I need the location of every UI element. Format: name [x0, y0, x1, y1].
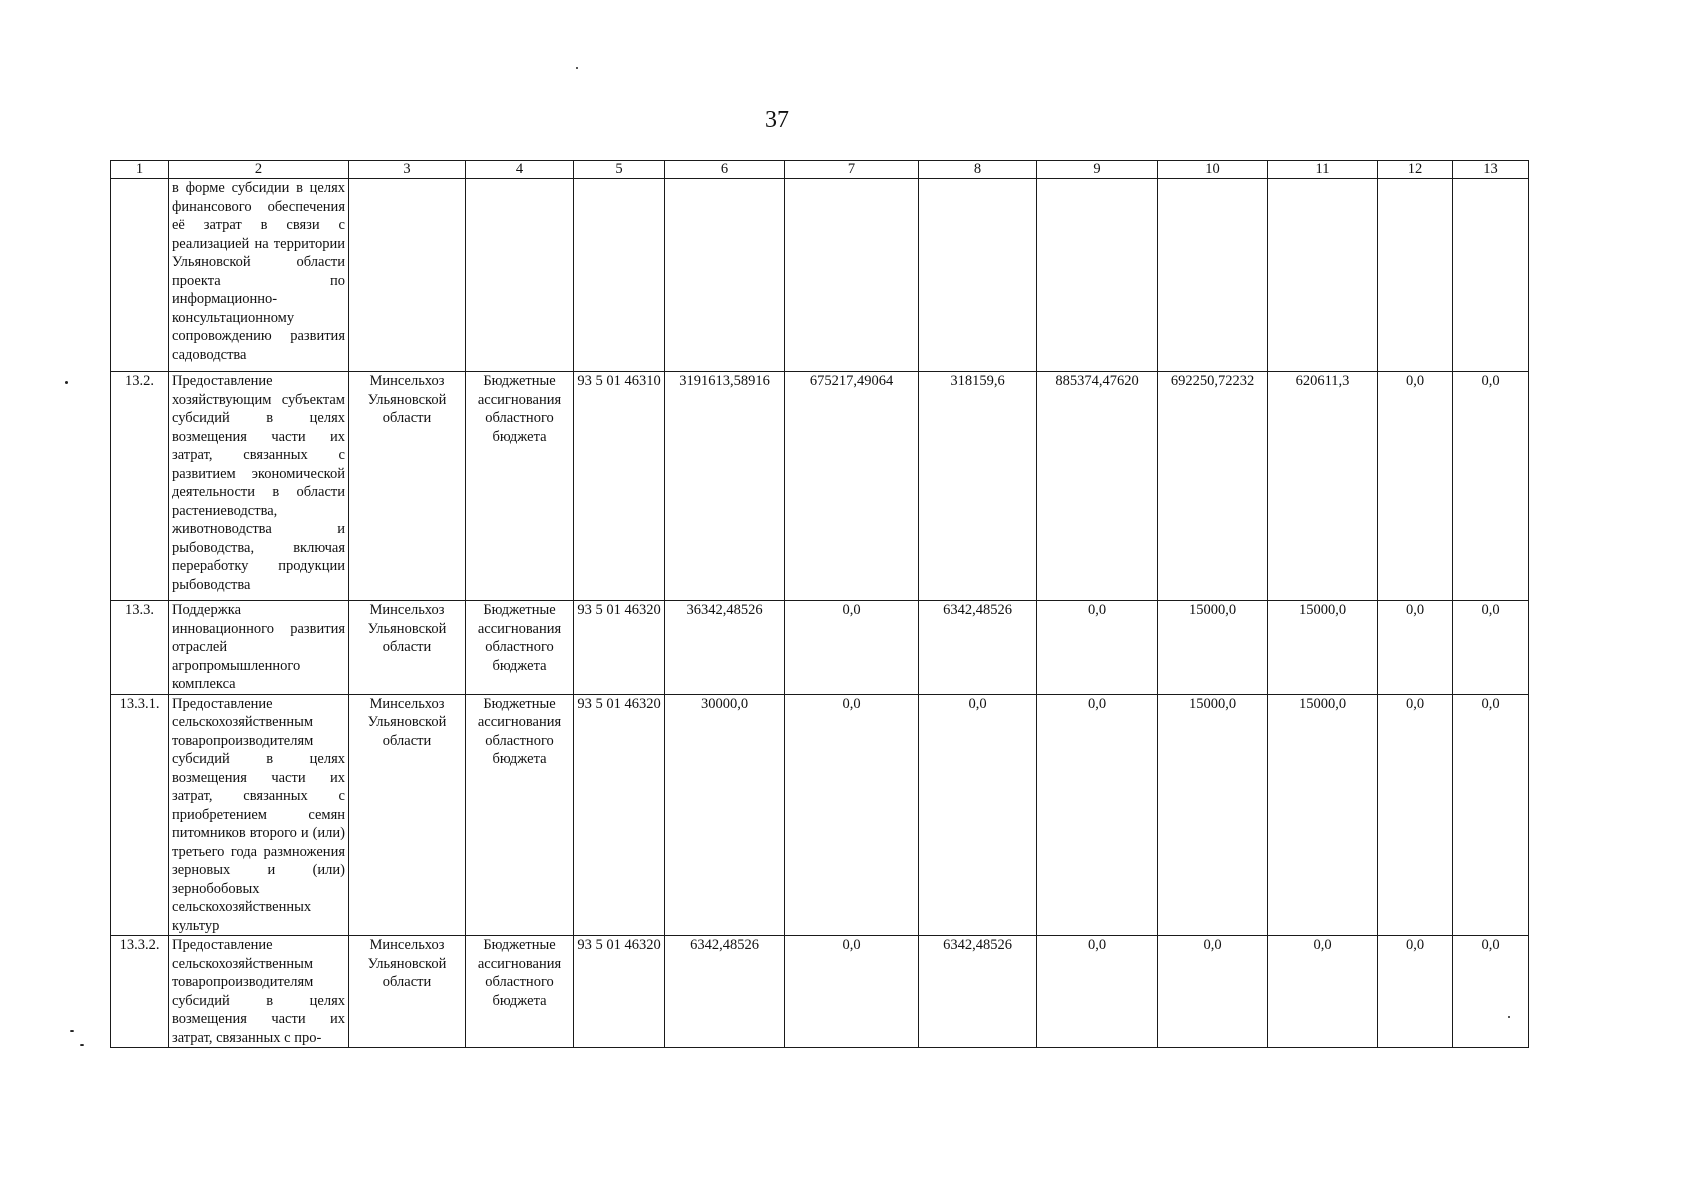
row-value: 0,0	[1453, 694, 1529, 936]
column-header: 7	[785, 161, 919, 179]
row-value: 620611,3	[1268, 372, 1378, 601]
scan-speck	[576, 67, 578, 69]
row-value: 30000,0	[665, 694, 785, 936]
column-number-row	[111, 161, 1529, 179]
row-value	[1037, 179, 1158, 372]
row-value: 6342,48526	[919, 936, 1037, 1048]
row-value: 36342,48526	[665, 601, 785, 695]
column-header: 2	[169, 161, 349, 179]
row-value: 0,0	[1378, 936, 1453, 1048]
row-value: 0,0	[1453, 372, 1529, 601]
row-value: 0,0	[1037, 601, 1158, 695]
row-value	[665, 179, 785, 372]
table-row	[111, 179, 1529, 372]
budget-table	[110, 160, 1529, 1048]
row-value: 0,0	[1378, 694, 1453, 936]
row-value: 0,0	[919, 694, 1037, 936]
column-header: 8	[919, 161, 1037, 179]
row-value: 692250,72232	[1158, 372, 1268, 601]
row-description: Поддержка инновационного развития отраслей агропромышленного комплекса	[169, 601, 349, 695]
column-header: 5	[574, 161, 665, 179]
row-value	[1378, 179, 1453, 372]
row-description: Предоставление сельскохозяйственным товаропроизводителям субсидий в целях возмещения части их затрат, связанных с про-	[169, 936, 349, 1048]
row-value: 0,0	[1453, 601, 1529, 695]
column-header: 3	[349, 161, 466, 179]
row-number	[111, 179, 169, 372]
row-value: 15000,0	[1268, 694, 1378, 936]
row-value: 15000,0	[1158, 694, 1268, 936]
column-header: 6	[665, 161, 785, 179]
row-value	[1453, 179, 1529, 372]
row-value: 0,0	[1378, 601, 1453, 695]
row-number: 13.3.1.	[111, 694, 169, 936]
row-value: 0,0	[1268, 936, 1378, 1048]
column-header: 12	[1378, 161, 1453, 179]
row-description: Предоставление хозяйствующим субъектам субсидий в целях возмещения части их затрат, связанных с развитием экономической деятельности в области растениеводства, животноводства и рыбоводства, включая переработку продукции рыбоводства	[169, 372, 349, 601]
row-value: 6342,48526	[665, 936, 785, 1048]
page-number: 37	[765, 107, 789, 133]
row-number: 13.3.2.	[111, 936, 169, 1048]
row-value: 0,0	[1037, 936, 1158, 1048]
row-value	[919, 179, 1037, 372]
column-header: 9	[1037, 161, 1158, 179]
column-header: 10	[1158, 161, 1268, 179]
row-organization: Минсельхоз Ульяновской области	[349, 694, 466, 936]
row-organization: Минсельхоз Ульяновской области	[349, 601, 466, 695]
row-description: в форме субсидии в целях финансового обеспечения её затрат в связи с реализацией на территории Ульяновской области проекта по информационно-консультационному сопровождению развития садоводства	[169, 179, 349, 372]
row-funding-source: Бюджетные ассигнования областного бюджета	[466, 936, 574, 1048]
row-value	[1158, 179, 1268, 372]
row-value	[785, 179, 919, 372]
row-budget-code: 93 5 01 46310	[574, 372, 665, 601]
table-row	[111, 936, 1529, 1048]
scan-speck	[70, 1030, 74, 1032]
row-value: 15000,0	[1158, 601, 1268, 695]
row-value: 0,0	[785, 936, 919, 1048]
row-budget-code: 93 5 01 46320	[574, 936, 665, 1048]
row-number: 13.2.	[111, 372, 169, 601]
column-header: 1	[111, 161, 169, 179]
table-row	[111, 601, 1529, 695]
row-value: 885374,47620	[1037, 372, 1158, 601]
column-header: 13	[1453, 161, 1529, 179]
scan-speck	[80, 1044, 84, 1046]
row-description: Предоставление сельскохозяйственным товаропроизводителям субсидий в целях возмещения части их затрат, связанных с приобретением семян питомников второго и (или) третьего года размножения зерновых и (или) зернобобовых сельскохозяйственных культур	[169, 694, 349, 936]
row-budget-code: 93 5 01 46320	[574, 601, 665, 695]
row-value: 0,0	[785, 694, 919, 936]
scan-speck	[65, 381, 68, 384]
column-header: 4	[466, 161, 574, 179]
row-funding-source: Бюджетные ассигнования областного бюджета	[466, 694, 574, 936]
row-number: 13.3.	[111, 601, 169, 695]
row-organization	[349, 179, 466, 372]
row-value: 0,0	[785, 601, 919, 695]
row-funding-source	[466, 179, 574, 372]
row-value	[1268, 179, 1378, 372]
row-value: 0,0	[1158, 936, 1268, 1048]
row-organization: Минсельхоз Ульяновской области	[349, 936, 466, 1048]
table-row	[111, 694, 1529, 936]
row-budget-code	[574, 179, 665, 372]
row-value: 0,0	[1378, 372, 1453, 601]
row-funding-source: Бюджетные ассигнования областного бюджета	[466, 372, 574, 601]
row-value: 318159,6	[919, 372, 1037, 601]
column-header: 11	[1268, 161, 1378, 179]
row-value: 3191613,58916	[665, 372, 785, 601]
row-value: 675217,49064	[785, 372, 919, 601]
row-value: 0,0	[1037, 694, 1158, 936]
row-value: 6342,48526	[919, 601, 1037, 695]
row-budget-code: 93 5 01 46320	[574, 694, 665, 936]
table-row	[111, 372, 1529, 601]
row-funding-source: Бюджетные ассигнования областного бюджета	[466, 601, 574, 695]
row-value: 15000,0	[1268, 601, 1378, 695]
row-value: 0,0	[1453, 936, 1529, 1048]
row-organization: Минсельхоз Ульяновской области	[349, 372, 466, 601]
